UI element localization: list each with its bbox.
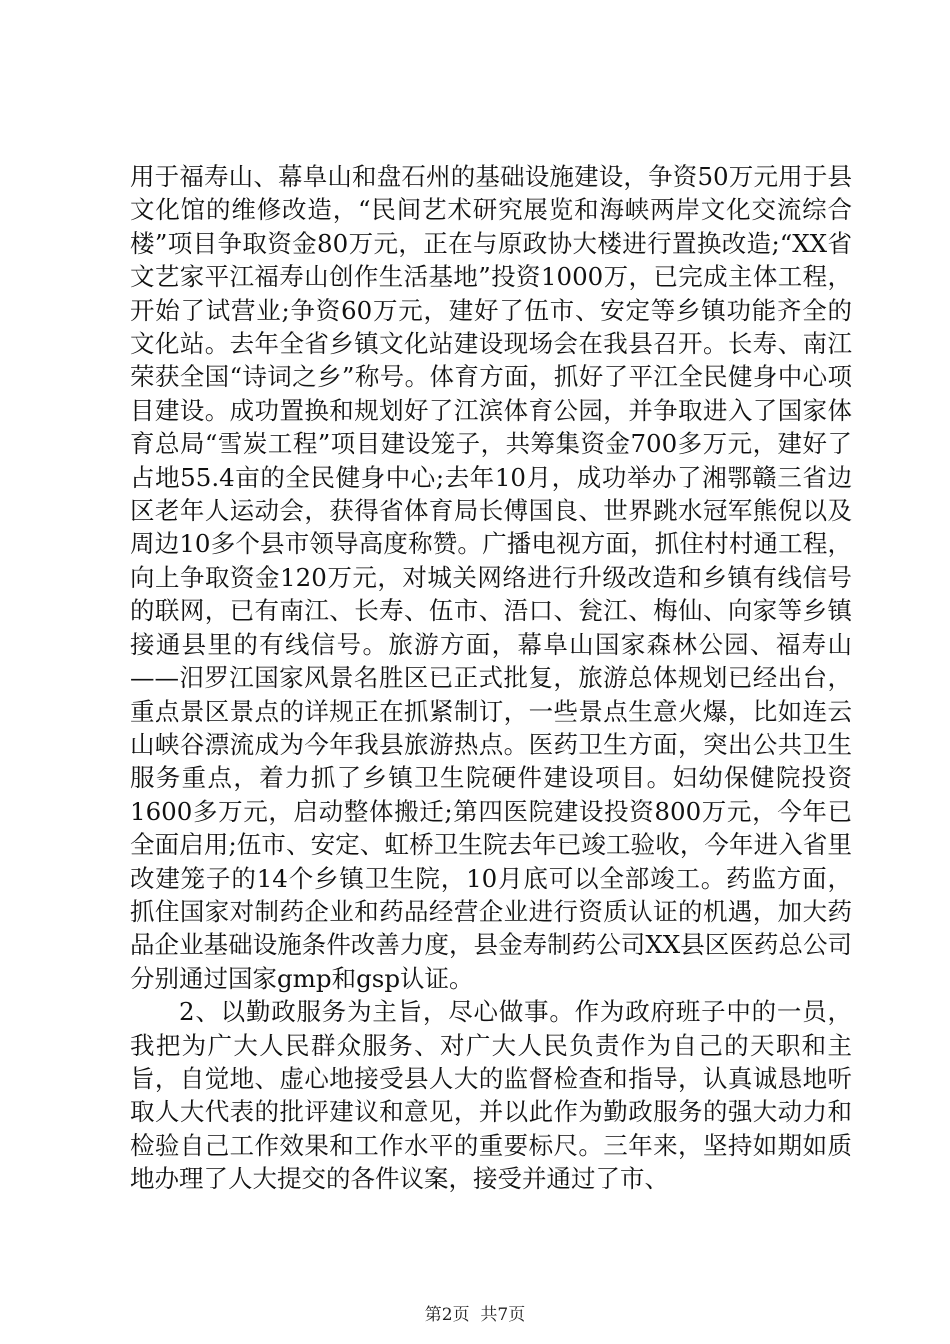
- paragraph-continuation: 用于福寿山、幕阜山和盘石州的基础设施建设，争资50万元用于县文化馆的维修改造，“民间艺术研究展览和海峡两岸文化交流综合楼”项目争取资金80万元，正在与原政协大楼进行置换改造;“XX省文艺家平江福寿山创作生活基地”投资1000万，已完成主体工程，开始了试营业;争资60万元，建好了伍市、安定等乡镇功能齐全的文化站。去年全省乡镇文化站建设现场会在我县召开。长寿、南江荣获全国“诗词之乡”称号。体育方面，抓好了平江全民健身中心项目建设。成功置换和规划好了江滨体育公园，并争取进入了国家体育总局“雪炭工程”项目建设笼子，共筹集资金700多万元，建好了占地55.4亩的全民健身中心;去年10月，成功举办了湘鄂赣三省边区老年人运动会，获得省体育局长傅国良、世界跳水冠军熊倪以及周边10多个县市领导高度称赞。广播电视方面，抓住村村通工程，向上争取资金120万元，对城关网络进行升级改造和乡镇有线信号的联网，已有南江、长寿、伍市、浯口、瓮江、梅仙、向家等乡镇接通县里的有线信号。旅游方面，幕阜山国家森林公园、福寿山——汨罗江国家风景名胜区已正式批复，旅游总体规划已经出台，重点景区景点的详规正在抓紧制订，一些景点生意火爆，比如连云山峡谷漂流成为今年我县旅游热点。医药卫生方面，突出公共卫生服务重点，着力抓了乡镇卫生院硬件建设项目。妇幼保健院投资1600多万元，启动整体搬迁;第四医院建设投资800万元，今年已全面启用;伍市、安定、虹桥卫生院去年已竣工验收，今年进入省里改建笼子的14个乡镇卫生院，10月底可以全部竣工。药监方面，抓住国家对制药企业和药品经营企业进行资质认证的机遇，加大药品企业基础设施条件改善力度，县金寿制药公司XX县区医药总公司分别通过国家gmp和gsp认证。: [130, 162, 852, 993]
- page-number: 第2页 共7页: [424, 1305, 526, 1325]
- paragraph-section-2: 2、以勤政服务为主旨，尽心做事。作为政府班子中的一员，我把为广大人民群众服务、对广大人民负责作为自己的天职和主旨，自觉地、虚心地接受县人大的监督检查和指导，认真诚恳地听取人大代表的批评建议和意见，并以此作为勤政服务的强大动力和检验自己工作效果和工作水平的重要标尺。三年来，坚持如期如质地办理了人大提交的各件议案，接受并通过了市、: [130, 997, 852, 1194]
- page-footer: [0, 1304, 950, 1326]
- document-body: [130, 160, 852, 1196]
